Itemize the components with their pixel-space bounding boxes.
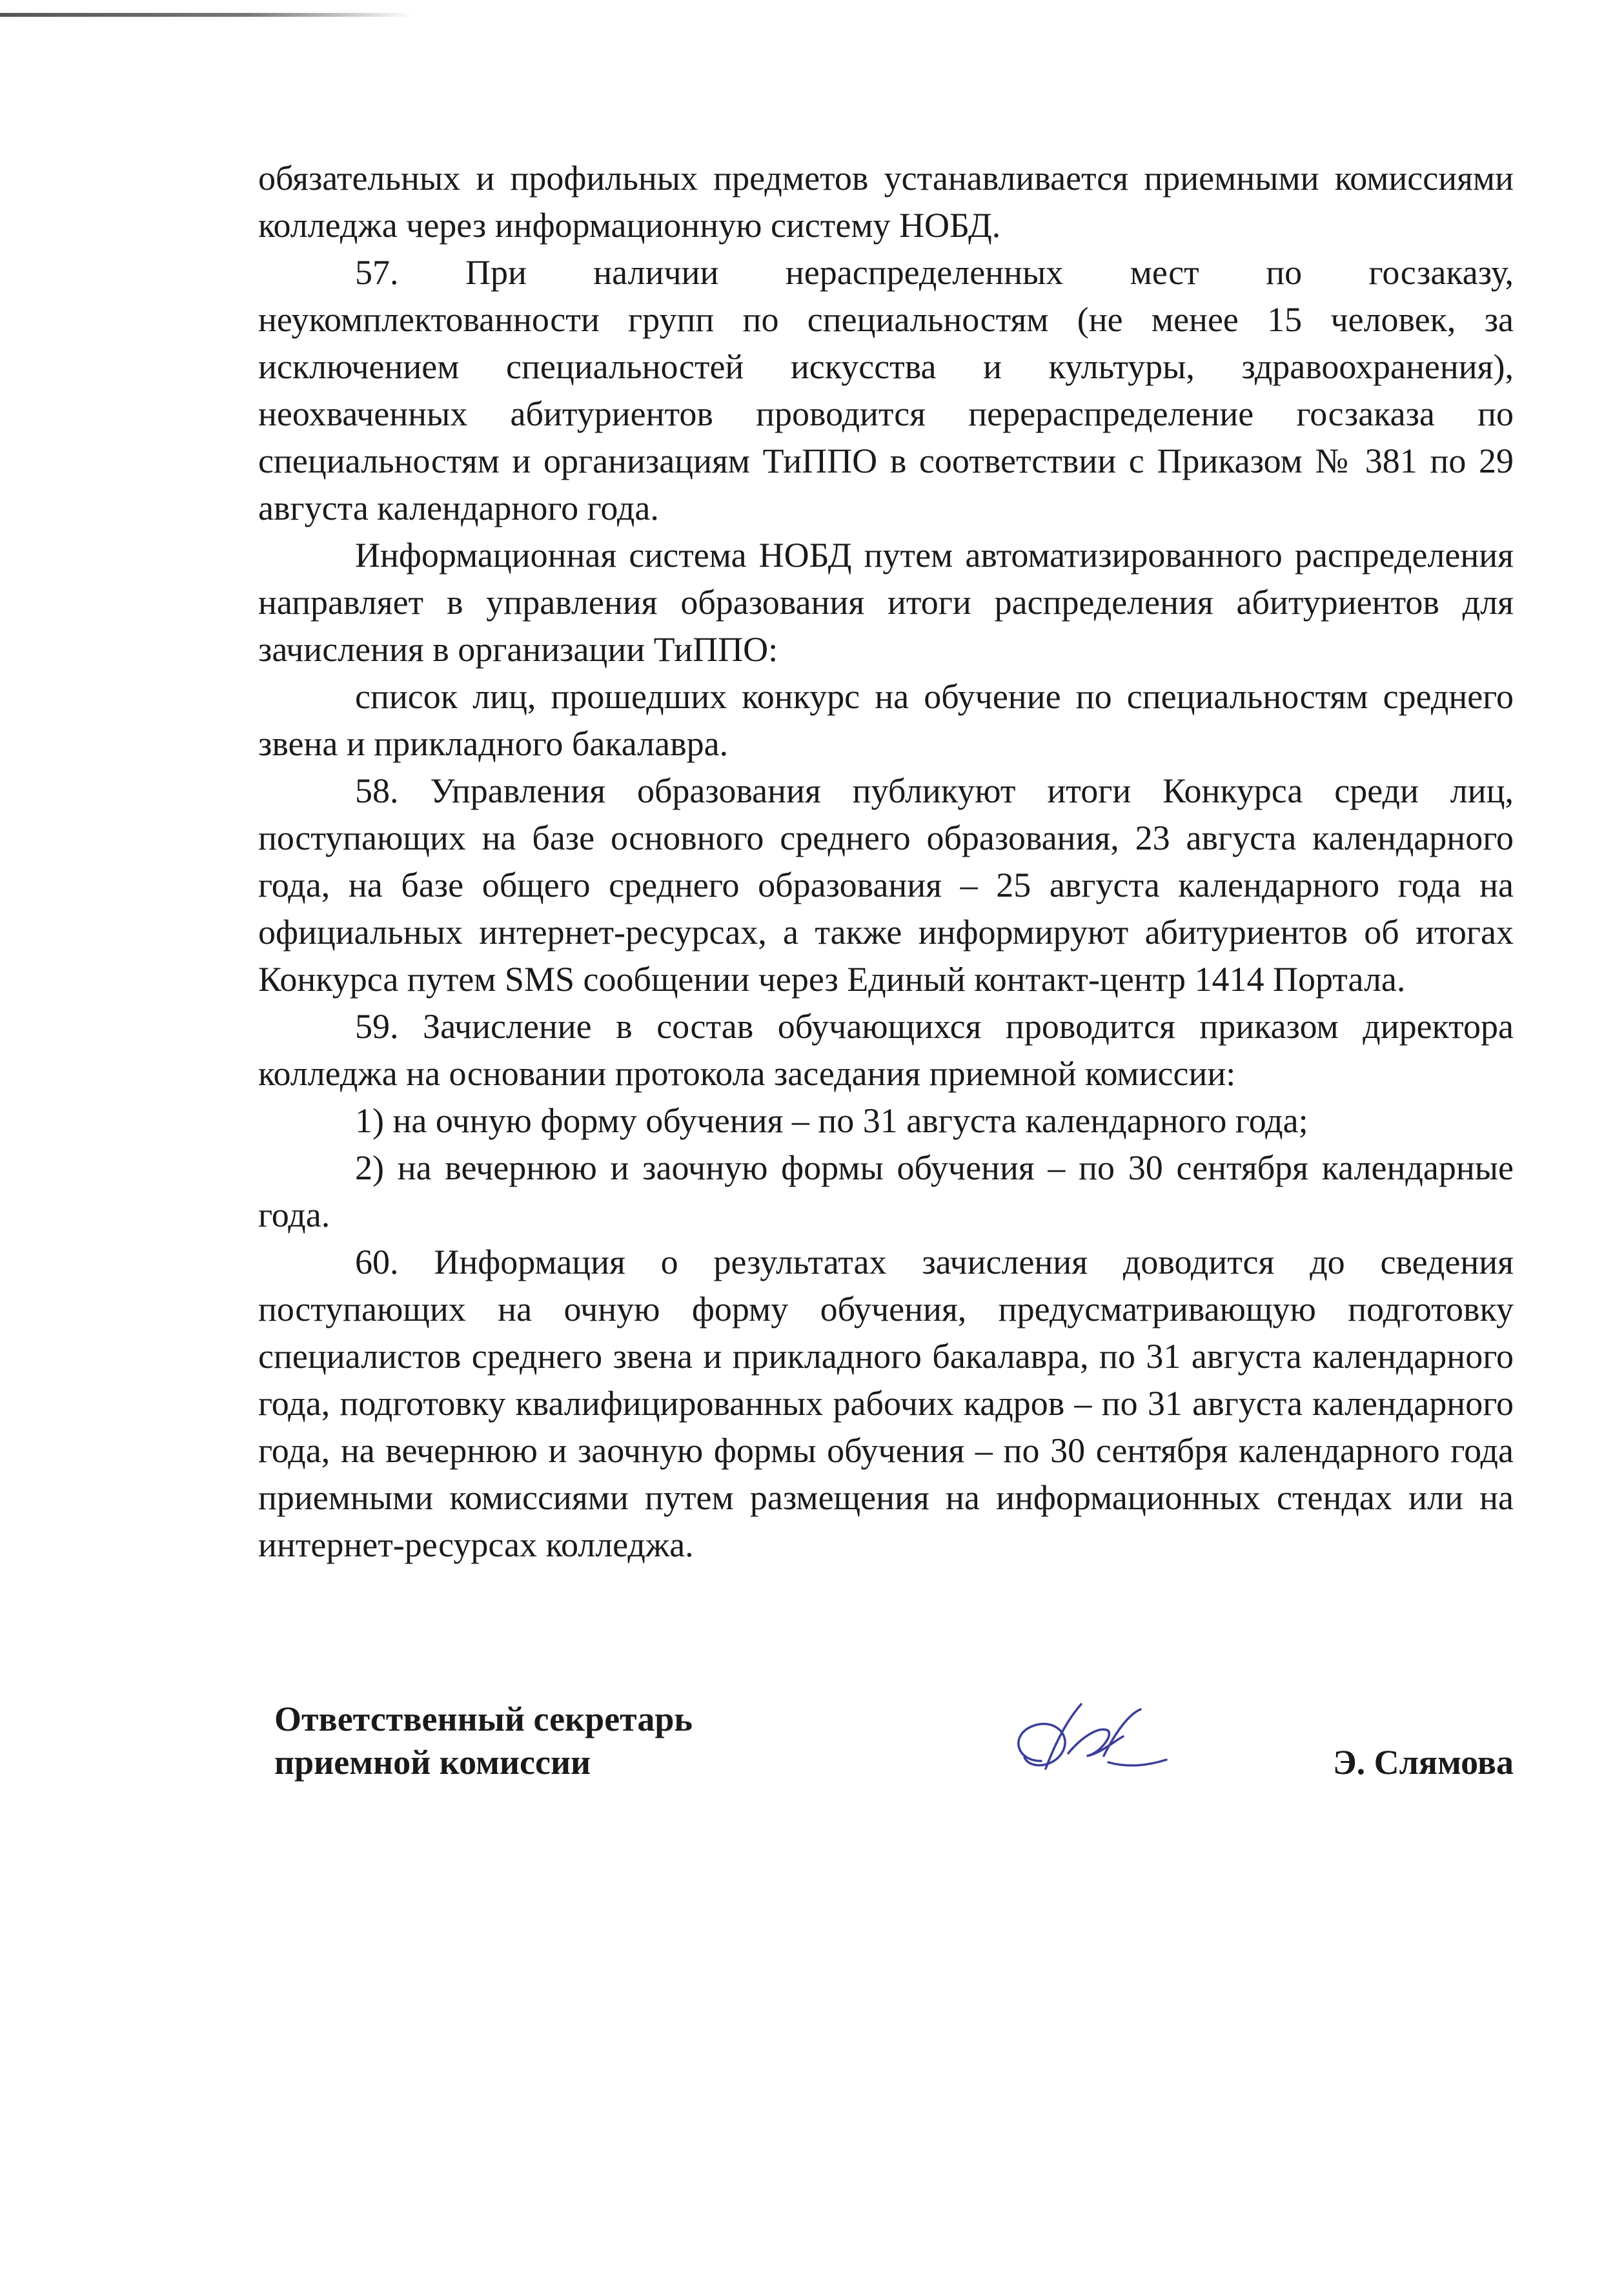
paragraph-59: 59. Зачисление в состав обучающихся проводится приказом директора колледжа на основании протокола заседания приемной комиссии:: [258, 1007, 1514, 1093]
paragraph-59-item-2: 2) на вечернюю и заочную формы обучения – по 30 сентября календарные года.: [258, 1148, 1514, 1234]
signature-block: [274, 1698, 1514, 1801]
paragraph-continuation: обязательных и профильных предметов устанавливается приемными комиссиями колледжа через информационную систему НОБД.: [258, 159, 1514, 245]
signer-position-line-1: Ответственный секретарь: [274, 1700, 693, 1738]
signer-name: Э. Слямова: [1332, 1743, 1514, 1782]
paragraph-60: 60. Информация о результатах зачисления доводится до сведения поступающих на очную форму обучения, предусматривающую подготовку специалистов среднего звена и прикладного бакалавра, по 31 августа календарного года, подготовку квалифицированных рабочих кадров – по 31 августа календарного года, на вечернюю и заочную формы обучения – по 30 сентября календарного года приемными комиссиями путем размещения на информационных стендах или на интернет-ресурсах колледжа.: [258, 1243, 1514, 1564]
paragraph-list-of-persons: список лиц, прошедших конкурс на обучение по специальностям среднего звена и прикладного бакалавра.: [258, 677, 1514, 763]
signer-position: [274, 1698, 693, 1784]
paragraph-57: 57. При наличии нераспределенных мест по госзаказу, неукомплектованности групп по специальностям (не менее 15 человек, за исключением специальностей искусства и культуры, здравоохранения), неохваченных абитуриентов проводится перераспределение госзаказа по специальностям и организациям ТиППО в соответствии с Приказом № 381 по 29 августа календарного года.: [258, 253, 1514, 527]
document-body: [258, 155, 1514, 1569]
paragraph-58: 58. Управления образования публикуют итоги Конкурса среди лиц, поступающих на базе основного среднего образования, 23 августа календарного года, на базе общего среднего образования – 25 августа календарного года на официальных интернет-ресурсах, а также информируют абитуриентов об итогах Конкурса путем SMS сообщении через Единый контакт-центр 1414 Портала.: [258, 771, 1514, 999]
paragraph-59-item-1: 1) на очную форму обучения – по 31 августа календарного года;: [355, 1101, 1308, 1140]
handwritten-signature-icon: [991, 1691, 1184, 1788]
paragraph-nobd-distribution: Информационная система НОБД путем автоматизированного распределения направляет в управления образования итоги распределения абитуриентов для зачисления в организации ТиППО:: [258, 536, 1514, 669]
signer-position-line-2: приемной комиссии: [274, 1743, 591, 1782]
scan-edge-mark: [0, 13, 413, 17]
